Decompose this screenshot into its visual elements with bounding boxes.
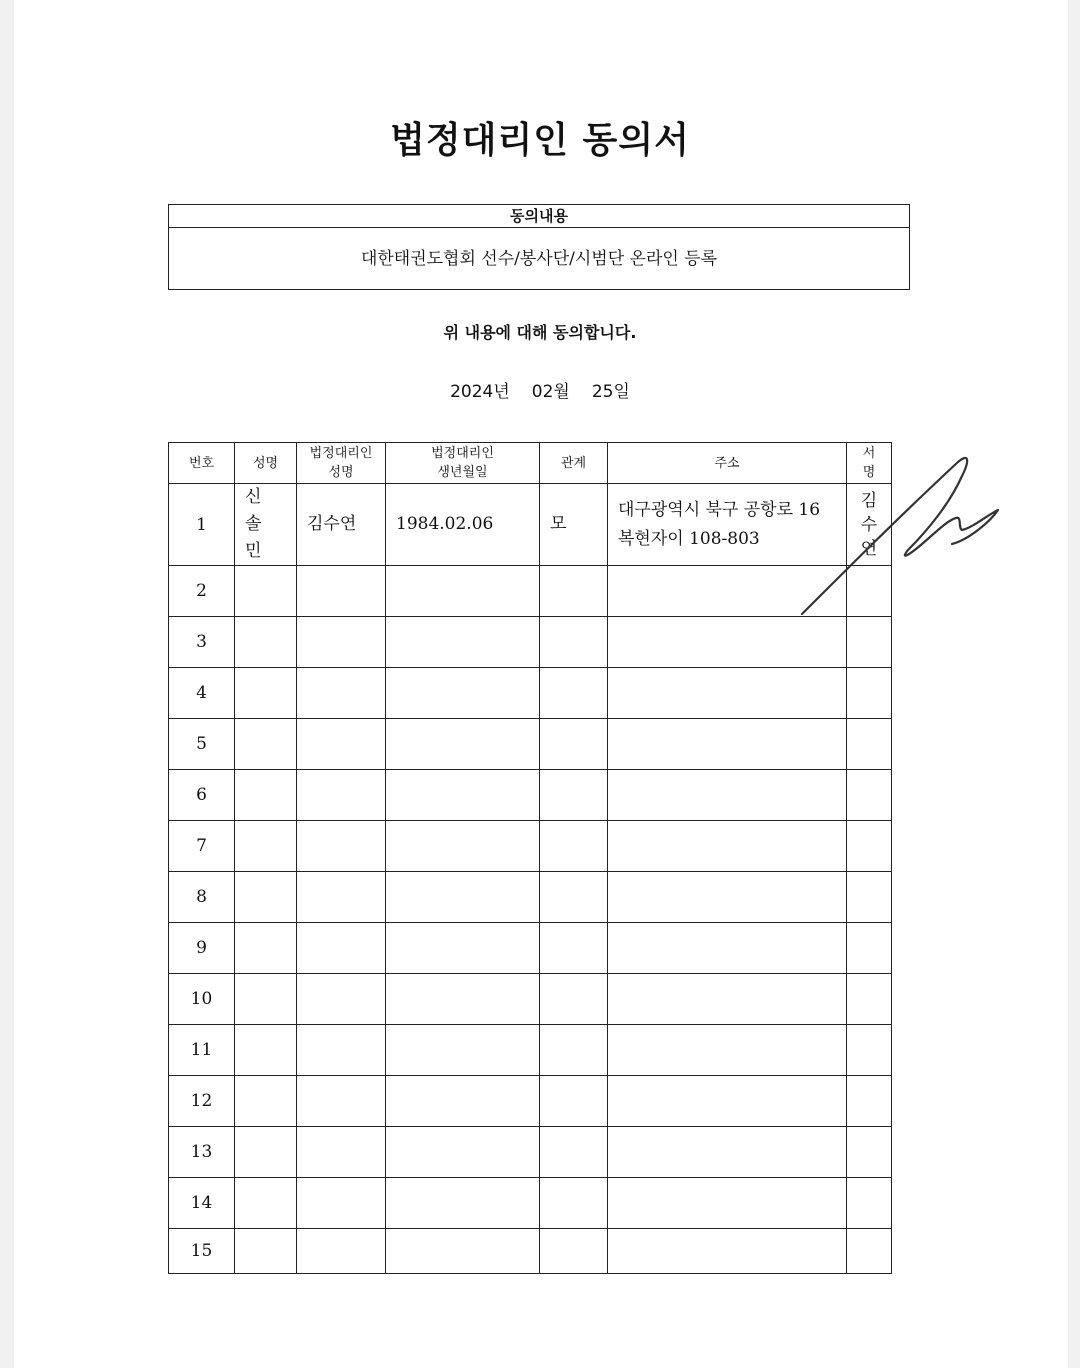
cell-no: 4 — [169, 668, 235, 719]
cell-guardian-birth — [386, 821, 540, 872]
cell-guardian-name: 김수연 — [297, 484, 386, 566]
header-guardian-name: 법정대리인 성명 — [297, 443, 386, 484]
cell-name — [235, 566, 297, 617]
cell-relation — [540, 566, 608, 617]
cell-guardian-name — [297, 821, 386, 872]
cell-guardian-birth — [386, 872, 540, 923]
cell-no: 13 — [169, 1127, 235, 1178]
cell-guardian-birth — [386, 974, 540, 1025]
cell-no: 1 — [169, 484, 235, 566]
cell-guardian-name — [297, 719, 386, 770]
cell-no: 5 — [169, 719, 235, 770]
cell-no: 6 — [169, 770, 235, 821]
cell-address: 대구광역시 북구 공항로 16 복현자이 108-803 — [608, 484, 847, 566]
cell-guardian-name — [297, 1076, 386, 1127]
document-title: 법정대리인 동의서 — [390, 120, 690, 161]
cell-guardian-birth: 1984.02.06 — [386, 484, 540, 566]
cell-address — [608, 923, 847, 974]
cell-guardian-name — [297, 668, 386, 719]
cell-sign — [847, 974, 892, 1025]
cell-address — [608, 1076, 847, 1127]
date-month: 02월 — [531, 382, 570, 402]
cell-relation: 모 — [540, 484, 608, 566]
table-row — [169, 617, 892, 668]
cell-sign — [847, 1025, 892, 1076]
cell-name — [235, 719, 297, 770]
header-name: 성명 — [235, 443, 297, 484]
table-row — [169, 821, 892, 872]
table-row — [169, 770, 892, 821]
table-row — [169, 1127, 892, 1178]
signing-date — [0, 377, 1080, 402]
cell-address — [608, 1178, 847, 1229]
cell-address — [608, 1025, 847, 1076]
consent-header: 동의내용 — [169, 205, 909, 228]
cell-relation — [540, 821, 608, 872]
cell-sign — [847, 1076, 892, 1127]
cell-guardian-birth — [386, 1025, 540, 1076]
cell-name — [235, 1229, 297, 1274]
cell-relation — [540, 770, 608, 821]
header-no: 번호 — [169, 443, 235, 484]
table-header-row — [169, 443, 892, 484]
date-year: 2024년 — [450, 382, 510, 402]
cell-guardian-name — [297, 1178, 386, 1229]
cell-relation — [540, 1076, 608, 1127]
cell-address — [608, 719, 847, 770]
cell-sign — [847, 770, 892, 821]
date-day: 25일 — [591, 382, 630, 402]
cell-address — [608, 1127, 847, 1178]
cell-guardian-name — [297, 1127, 386, 1178]
cell-name — [235, 668, 297, 719]
header-address: 주소 — [608, 443, 847, 484]
cell-name — [235, 1076, 297, 1127]
cell-guardian-birth — [386, 770, 540, 821]
cell-guardian-birth — [386, 1076, 540, 1127]
cell-no: 9 — [169, 923, 235, 974]
table-row — [169, 668, 892, 719]
cell-name — [235, 923, 297, 974]
cell-guardian-birth — [386, 1229, 540, 1274]
cell-sign — [847, 923, 892, 974]
cell-no: 2 — [169, 566, 235, 617]
cell-guardian-birth — [386, 668, 540, 719]
cell-guardian-birth — [386, 617, 540, 668]
cell-relation — [540, 1127, 608, 1178]
cell-sign: 김 수 연 — [847, 484, 892, 566]
cell-no: 14 — [169, 1178, 235, 1229]
cell-relation — [540, 1229, 608, 1274]
cell-relation — [540, 719, 608, 770]
cell-no: 12 — [169, 1076, 235, 1127]
cell-guardian-name — [297, 566, 386, 617]
cell-relation — [540, 872, 608, 923]
cell-address — [608, 821, 847, 872]
cell-guardian-name — [297, 923, 386, 974]
cell-sign — [847, 617, 892, 668]
cell-no: 7 — [169, 821, 235, 872]
cell-no: 15 — [169, 1229, 235, 1274]
cell-name — [235, 872, 297, 923]
cell-name — [235, 1178, 297, 1229]
cell-sign — [847, 1178, 892, 1229]
cell-guardian-birth — [386, 719, 540, 770]
cell-guardian-birth — [386, 1178, 540, 1229]
agree-statement: 위 내용에 대해 동의합니다. — [443, 323, 637, 342]
cell-guardian-name — [297, 770, 386, 821]
table-row — [169, 1178, 892, 1229]
cell-name — [235, 770, 297, 821]
cell-no: 3 — [169, 617, 235, 668]
cell-guardian-name — [297, 1229, 386, 1274]
cell-name — [235, 974, 297, 1025]
cell-sign — [847, 719, 892, 770]
cell-no: 11 — [169, 1025, 235, 1076]
cell-relation — [540, 974, 608, 1025]
cell-sign — [847, 1127, 892, 1178]
cell-address — [608, 668, 847, 719]
header-guardian-birth: 법정대리인 생년월일 — [386, 443, 540, 484]
cell-relation — [540, 923, 608, 974]
consent-body: 대한태권도협회 선수/봉사단/시범단 온라인 등록 — [360, 249, 718, 269]
cell-relation — [540, 668, 608, 719]
consent-content-box — [168, 204, 910, 290]
table-row — [169, 484, 892, 566]
table-row — [169, 1025, 892, 1076]
cell-relation — [540, 1178, 608, 1229]
cell-name: 신 솔 민 — [235, 484, 297, 566]
cell-name — [235, 617, 297, 668]
cell-address — [608, 617, 847, 668]
table-row — [169, 1229, 892, 1274]
cell-name — [235, 1127, 297, 1178]
header-relation: 관계 — [540, 443, 608, 484]
table-row — [169, 566, 892, 617]
cell-guardian-name — [297, 872, 386, 923]
table-row — [169, 872, 892, 923]
cell-address — [608, 974, 847, 1025]
header-sign: 서 명 — [847, 443, 892, 484]
cell-guardian-birth — [386, 923, 540, 974]
cell-no: 10 — [169, 974, 235, 1025]
cell-guardian-name — [297, 974, 386, 1025]
cell-address — [608, 770, 847, 821]
cell-address — [608, 1229, 847, 1274]
cell-guardian-name — [297, 1025, 386, 1076]
cell-no: 8 — [169, 872, 235, 923]
cell-name — [235, 1025, 297, 1076]
table-row — [169, 719, 892, 770]
cell-sign — [847, 821, 892, 872]
cell-sign — [847, 668, 892, 719]
cell-relation — [540, 617, 608, 668]
cell-name — [235, 821, 297, 872]
guardian-consent-table — [168, 442, 892, 1274]
cell-sign — [847, 1229, 892, 1274]
cell-relation — [540, 1025, 608, 1076]
table-row — [169, 1076, 892, 1127]
table-row — [169, 974, 892, 1025]
cell-address — [608, 872, 847, 923]
cell-guardian-name — [297, 617, 386, 668]
handwritten-signature-icon — [790, 448, 1010, 623]
cell-guardian-birth — [386, 1127, 540, 1178]
cell-sign — [847, 872, 892, 923]
cell-guardian-birth — [386, 566, 540, 617]
table-row — [169, 923, 892, 974]
